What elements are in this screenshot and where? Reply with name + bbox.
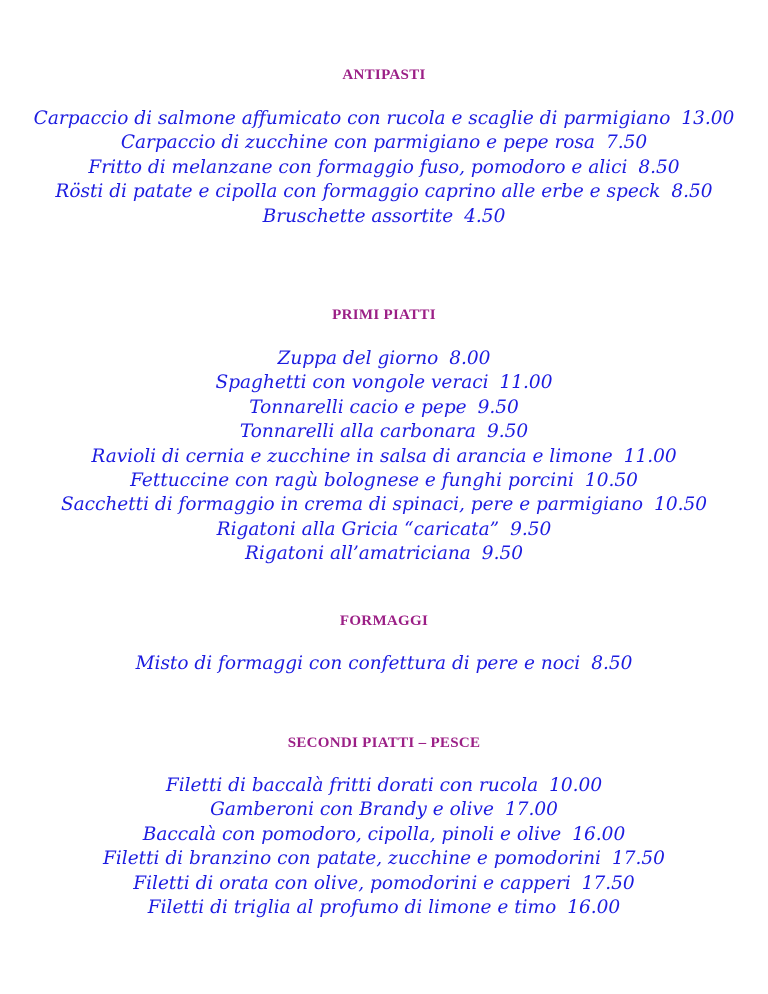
menu-item [0,872,768,896]
section-title: SECONDI PIATTI – PESCE [287,735,481,751]
menu-item [0,469,768,493]
dish-price: 17.00 [504,799,558,821]
dish-name: Bruschette assortite [262,205,454,227]
dish-price: 9.50 [486,421,529,443]
dish-price: 9.50 [510,518,552,540]
menu-item [0,156,768,180]
menu-item-list [0,347,768,567]
menu-item [0,493,768,517]
dish-name: Baccalà con pomodoro, cipolla, pinoli e olive [142,823,562,845]
section-antipasti [0,66,768,229]
menu-item [0,445,768,469]
dish-name: Carpaccio di zucchine con parmigiano e pepe rosa [120,132,595,154]
dish-name: Gamberoni con Brandy e olive [210,799,494,821]
section-secondi-piatti-pesce [0,734,768,920]
menu-item [0,798,768,822]
dish-name: Filetti di orata con olive, pomodorini e capperi [133,872,571,894]
menu-item [0,518,768,542]
menu-item [0,371,768,395]
section-title: PRIMI PIATTI [332,307,436,323]
dish-name: Tonnarelli alla carbonara [239,421,476,443]
menu-item [0,180,768,204]
dish-price: 16.00 [572,823,626,845]
dish-price: 8.00 [449,348,491,369]
dish-name: Fettuccine con ragù bolognese e funghi porcini [130,470,574,492]
dish-name: Filetti di triglia al profumo di limone e timo [147,897,557,919]
dish-price: 10.50 [584,470,638,492]
dish-name: Rigatoni all’amatriciana [245,543,471,565]
dish-name: Ravioli di cernia e zucchine in salsa di arancia e limone [91,445,613,467]
dish-price: 8.50 [638,156,680,178]
dish-name: Rigatoni alla Gricia “caricata” [216,518,500,540]
menu-item [0,131,768,155]
dish-name: Misto di formaggi con confettura di pere e noci [135,653,581,674]
section-formaggi [0,612,768,676]
dish-price: 13.00 [681,108,735,129]
dish-price: 9.50 [477,396,519,418]
menu-item [0,396,768,420]
menu-item [0,774,768,798]
dish-price: 10.00 [549,775,603,796]
menu-item [0,347,768,371]
menu-item [0,823,768,847]
menu-item-list [0,774,768,920]
section-title: ANTIPASTI [342,67,426,83]
dish-price: 11.00 [499,372,553,394]
menu-item [0,542,768,566]
dish-price: 17.50 [581,872,635,894]
dish-name: Rösti di patate e cipolla con formaggio caprino alle erbe e speck [55,181,661,203]
dish-price: 11.00 [623,445,677,467]
section-title: FORMAGGI [339,613,429,629]
menu-item [0,847,768,871]
dish-name: Fritto di melanzane con formaggio fuso, pomodoro e alici [88,156,628,178]
menu-item [0,896,768,920]
dish-price: 8.50 [591,653,633,674]
dish-price: 10.50 [654,494,708,516]
dish-price: 17.50 [611,848,665,870]
dish-price: 16.00 [567,897,621,919]
menu-item [0,420,768,444]
dish-name: Zuppa del giorno [277,348,439,369]
dish-name: Sacchetti di formaggio in crema di spinaci, pere e parmigiano [60,494,644,516]
dish-name: Filetti di branzino con patate, zucchine e pomodorini [103,848,601,870]
dish-price: 8.50 [671,181,713,203]
menu-item-list [0,652,768,676]
dish-name: Spaghetti con vongole veraci [215,372,489,394]
dish-name: Tonnarelli cacio e pepe [249,396,467,418]
dish-price: 7.50 [605,132,648,154]
dish-price: 9.50 [481,543,523,565]
dish-name: Filetti di baccalà fritti dorati con rucola [165,775,539,796]
menu-item [0,205,768,229]
menu-item [0,652,768,676]
menu-item-list [0,107,768,229]
dish-price: 4.50 [464,205,506,227]
dish-name: Carpaccio di salmone affumicato con rucola e scaglie di parmigiano [33,108,671,129]
section-primi-piatti [0,306,768,567]
menu-item [0,107,768,131]
